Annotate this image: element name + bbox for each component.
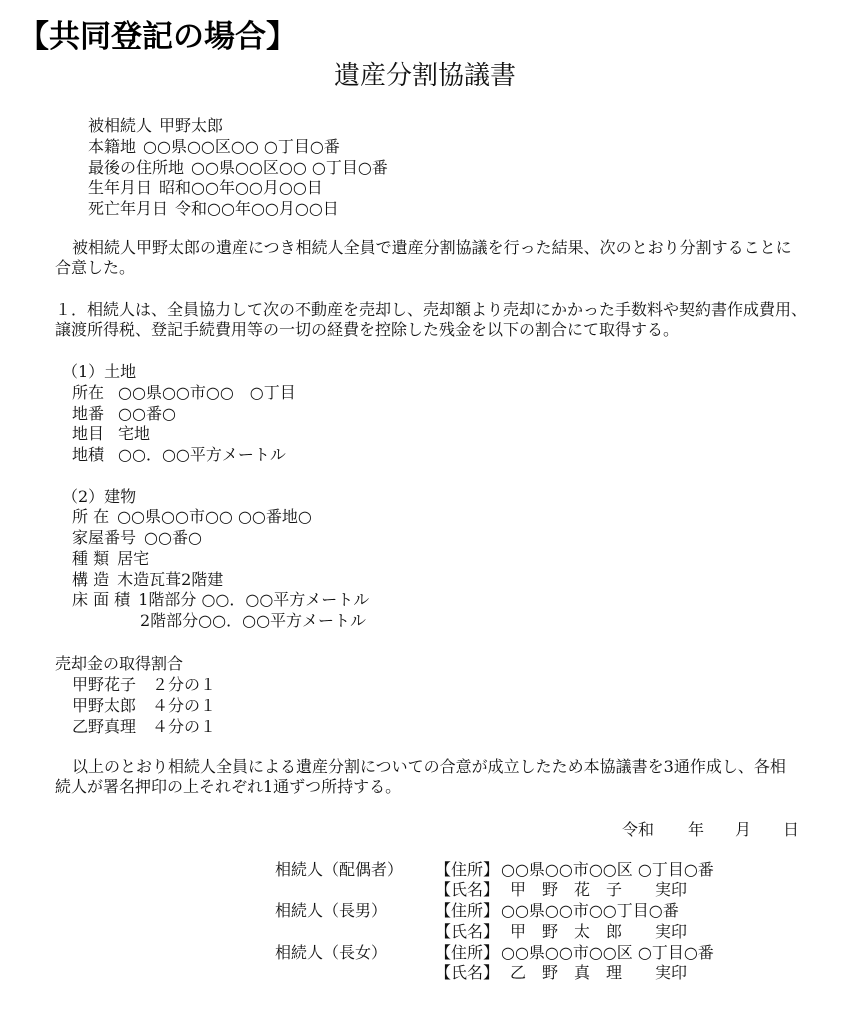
seal-label: 実印 <box>655 963 688 983</box>
land-item-value: ○○．○○平方メートル <box>118 445 286 465</box>
seal-label: 実印 <box>655 921 688 941</box>
shares-section <box>55 653 216 737</box>
paragraph-line: 以上のとおり相続人全員による遺産分割についての合意が成立したため本協議書を3通作成し、各相 <box>72 756 786 776</box>
building-item-value: 1階部分 ○○．○○平方メートル <box>138 590 370 610</box>
signatory-role: 相続人（長男） <box>275 901 388 921</box>
heir-name: 乙野真理 <box>72 716 137 736</box>
paragraph-line: １．相続人は、全員協力して次の不動産を売却し、売却額より売却にかかった手数料や契約書作成費用、 <box>55 299 808 319</box>
birth-date-label: 生年月日 <box>88 178 153 198</box>
signatory-address: ○○県○○市○○区 ○丁目○番 <box>501 942 714 962</box>
document-title: 遺産分割協議書 <box>333 61 516 91</box>
signatory-name-row <box>0 880 850 901</box>
signatory-address-row <box>0 901 850 922</box>
land-item-label: 地番 <box>72 403 105 423</box>
registered-domicile-label: 本籍地 <box>88 136 137 156</box>
last-address-value: ○○県○○区○○ ○丁目○番 <box>191 157 388 177</box>
closing-paragraph <box>55 757 786 799</box>
paragraph-line: 譲渡所得税、登記手続費用等の一切の経費を控除した残金を以下の割合にて取得する。 <box>55 320 680 340</box>
agreement-intro-paragraph <box>55 238 792 280</box>
decedent-info <box>88 116 388 220</box>
decedent-label: 被相続人 <box>88 116 153 135</box>
signatory-role: 相続人（配偶者） <box>275 859 404 879</box>
shares-heading: 売却金の取得割合 <box>55 653 184 673</box>
decedent-name-line <box>88 116 388 137</box>
building-item-label: 家屋番号 <box>72 528 137 548</box>
land-item-value: ○○番○ <box>118 403 176 423</box>
death-date-line <box>88 199 388 220</box>
signatory-address-row <box>0 860 850 881</box>
land-item-value: ○○県○○市○○ ○丁目 <box>118 382 296 402</box>
land-item <box>72 383 296 404</box>
registered-domicile-line <box>88 137 388 158</box>
last-address-label: 最後の住所地 <box>88 157 185 177</box>
paragraph-line: 合意した。 <box>55 258 136 278</box>
land-item-label: 所在 <box>72 382 105 402</box>
share-item <box>72 695 216 716</box>
land-section <box>62 362 296 466</box>
building-item <box>72 549 369 570</box>
date-month-label: 月 <box>735 819 752 839</box>
seal-label: 実印 <box>655 880 688 900</box>
building-item-label: 所 在 <box>72 507 110 527</box>
birth-date-value: 昭和○○年○○月○○日 <box>159 178 323 198</box>
address-label: 【住所】 <box>435 859 500 879</box>
signatory-name: 甲 野 太 郎 <box>510 921 623 941</box>
signatory-name-row <box>0 963 850 984</box>
land-item <box>72 424 296 445</box>
building-item <box>72 528 369 549</box>
land-item-label: 地積 <box>72 445 105 465</box>
share-item <box>72 716 216 737</box>
signatories <box>0 860 850 985</box>
date-year-label: 年 <box>688 819 705 839</box>
building-item-value: 木造瓦葺2階建 <box>117 569 224 589</box>
clause-1-paragraph <box>55 300 807 342</box>
heir-name: 甲野花子 <box>72 674 137 694</box>
building-item <box>72 507 369 528</box>
death-date-label: 死亡年月日 <box>88 199 169 219</box>
date-era: 令和 <box>622 819 655 839</box>
last-address-line <box>88 158 388 179</box>
land-item <box>72 445 296 466</box>
decedent-name: 甲野太郎 <box>159 116 224 135</box>
address-label: 【住所】 <box>435 942 500 962</box>
signatory-address: ○○県○○市○○区 ○丁目○番 <box>501 859 714 879</box>
building-item <box>72 590 369 611</box>
heir-share: ４分の１ <box>152 695 217 715</box>
building-item <box>72 570 369 591</box>
building-heading: （2）建物 <box>62 486 137 506</box>
date-day-label: 日 <box>783 819 800 839</box>
heir-name: 甲野太郎 <box>72 695 137 715</box>
land-heading: （1）土地 <box>62 362 137 381</box>
signatory-role: 相続人（長女） <box>275 942 388 962</box>
signatory-address-row <box>0 943 850 964</box>
building-item-label: 床 面 積 <box>72 590 131 610</box>
paragraph-line: 被相続人甲野太郎の遺産につき相続人全員で遺産分割協議を行った結果、次のとおり分割することに <box>72 237 792 257</box>
building-section <box>62 487 369 633</box>
land-item-label: 地目 <box>72 424 105 444</box>
document-heading: 【共同登記の場合】 <box>18 19 297 55</box>
name-label: 【氏名】 <box>435 921 500 941</box>
paragraph-line: 続人が署名押印の上それぞれ1通ずつ所持する。 <box>55 777 402 797</box>
date-line <box>0 819 850 840</box>
death-date-value: 令和○○年○○月○○日 <box>175 199 339 219</box>
land-item <box>72 404 296 425</box>
building-item-value: ○○番○ <box>144 528 202 548</box>
signatory-name: 甲 野 花 子 <box>510 880 623 900</box>
registered-domicile-value: ○○県○○区○○ ○丁目○番 <box>143 136 340 156</box>
heir-share: ４分の１ <box>152 716 217 736</box>
floor-area-continuation: 2階部分○○．○○平方メートル <box>140 611 367 631</box>
name-label: 【氏名】 <box>435 963 500 983</box>
heir-share: ２分の１ <box>152 674 217 694</box>
building-item-value: 居宅 <box>117 548 150 568</box>
name-label: 【氏名】 <box>435 880 500 900</box>
signatory-address: ○○県○○市○○丁目○番 <box>501 901 679 921</box>
address-label: 【住所】 <box>435 901 500 921</box>
building-item-label: 構 造 <box>72 569 110 589</box>
share-item <box>72 674 216 695</box>
building-item-value: ○○県○○市○○ ○○番地○ <box>117 507 312 527</box>
signatory-name-row <box>0 922 850 943</box>
signatory-name: 乙 野 真 理 <box>510 963 623 983</box>
birth-date-line <box>88 178 388 199</box>
land-item-value: 宅地 <box>118 424 151 444</box>
building-item-label: 種 類 <box>72 548 110 568</box>
